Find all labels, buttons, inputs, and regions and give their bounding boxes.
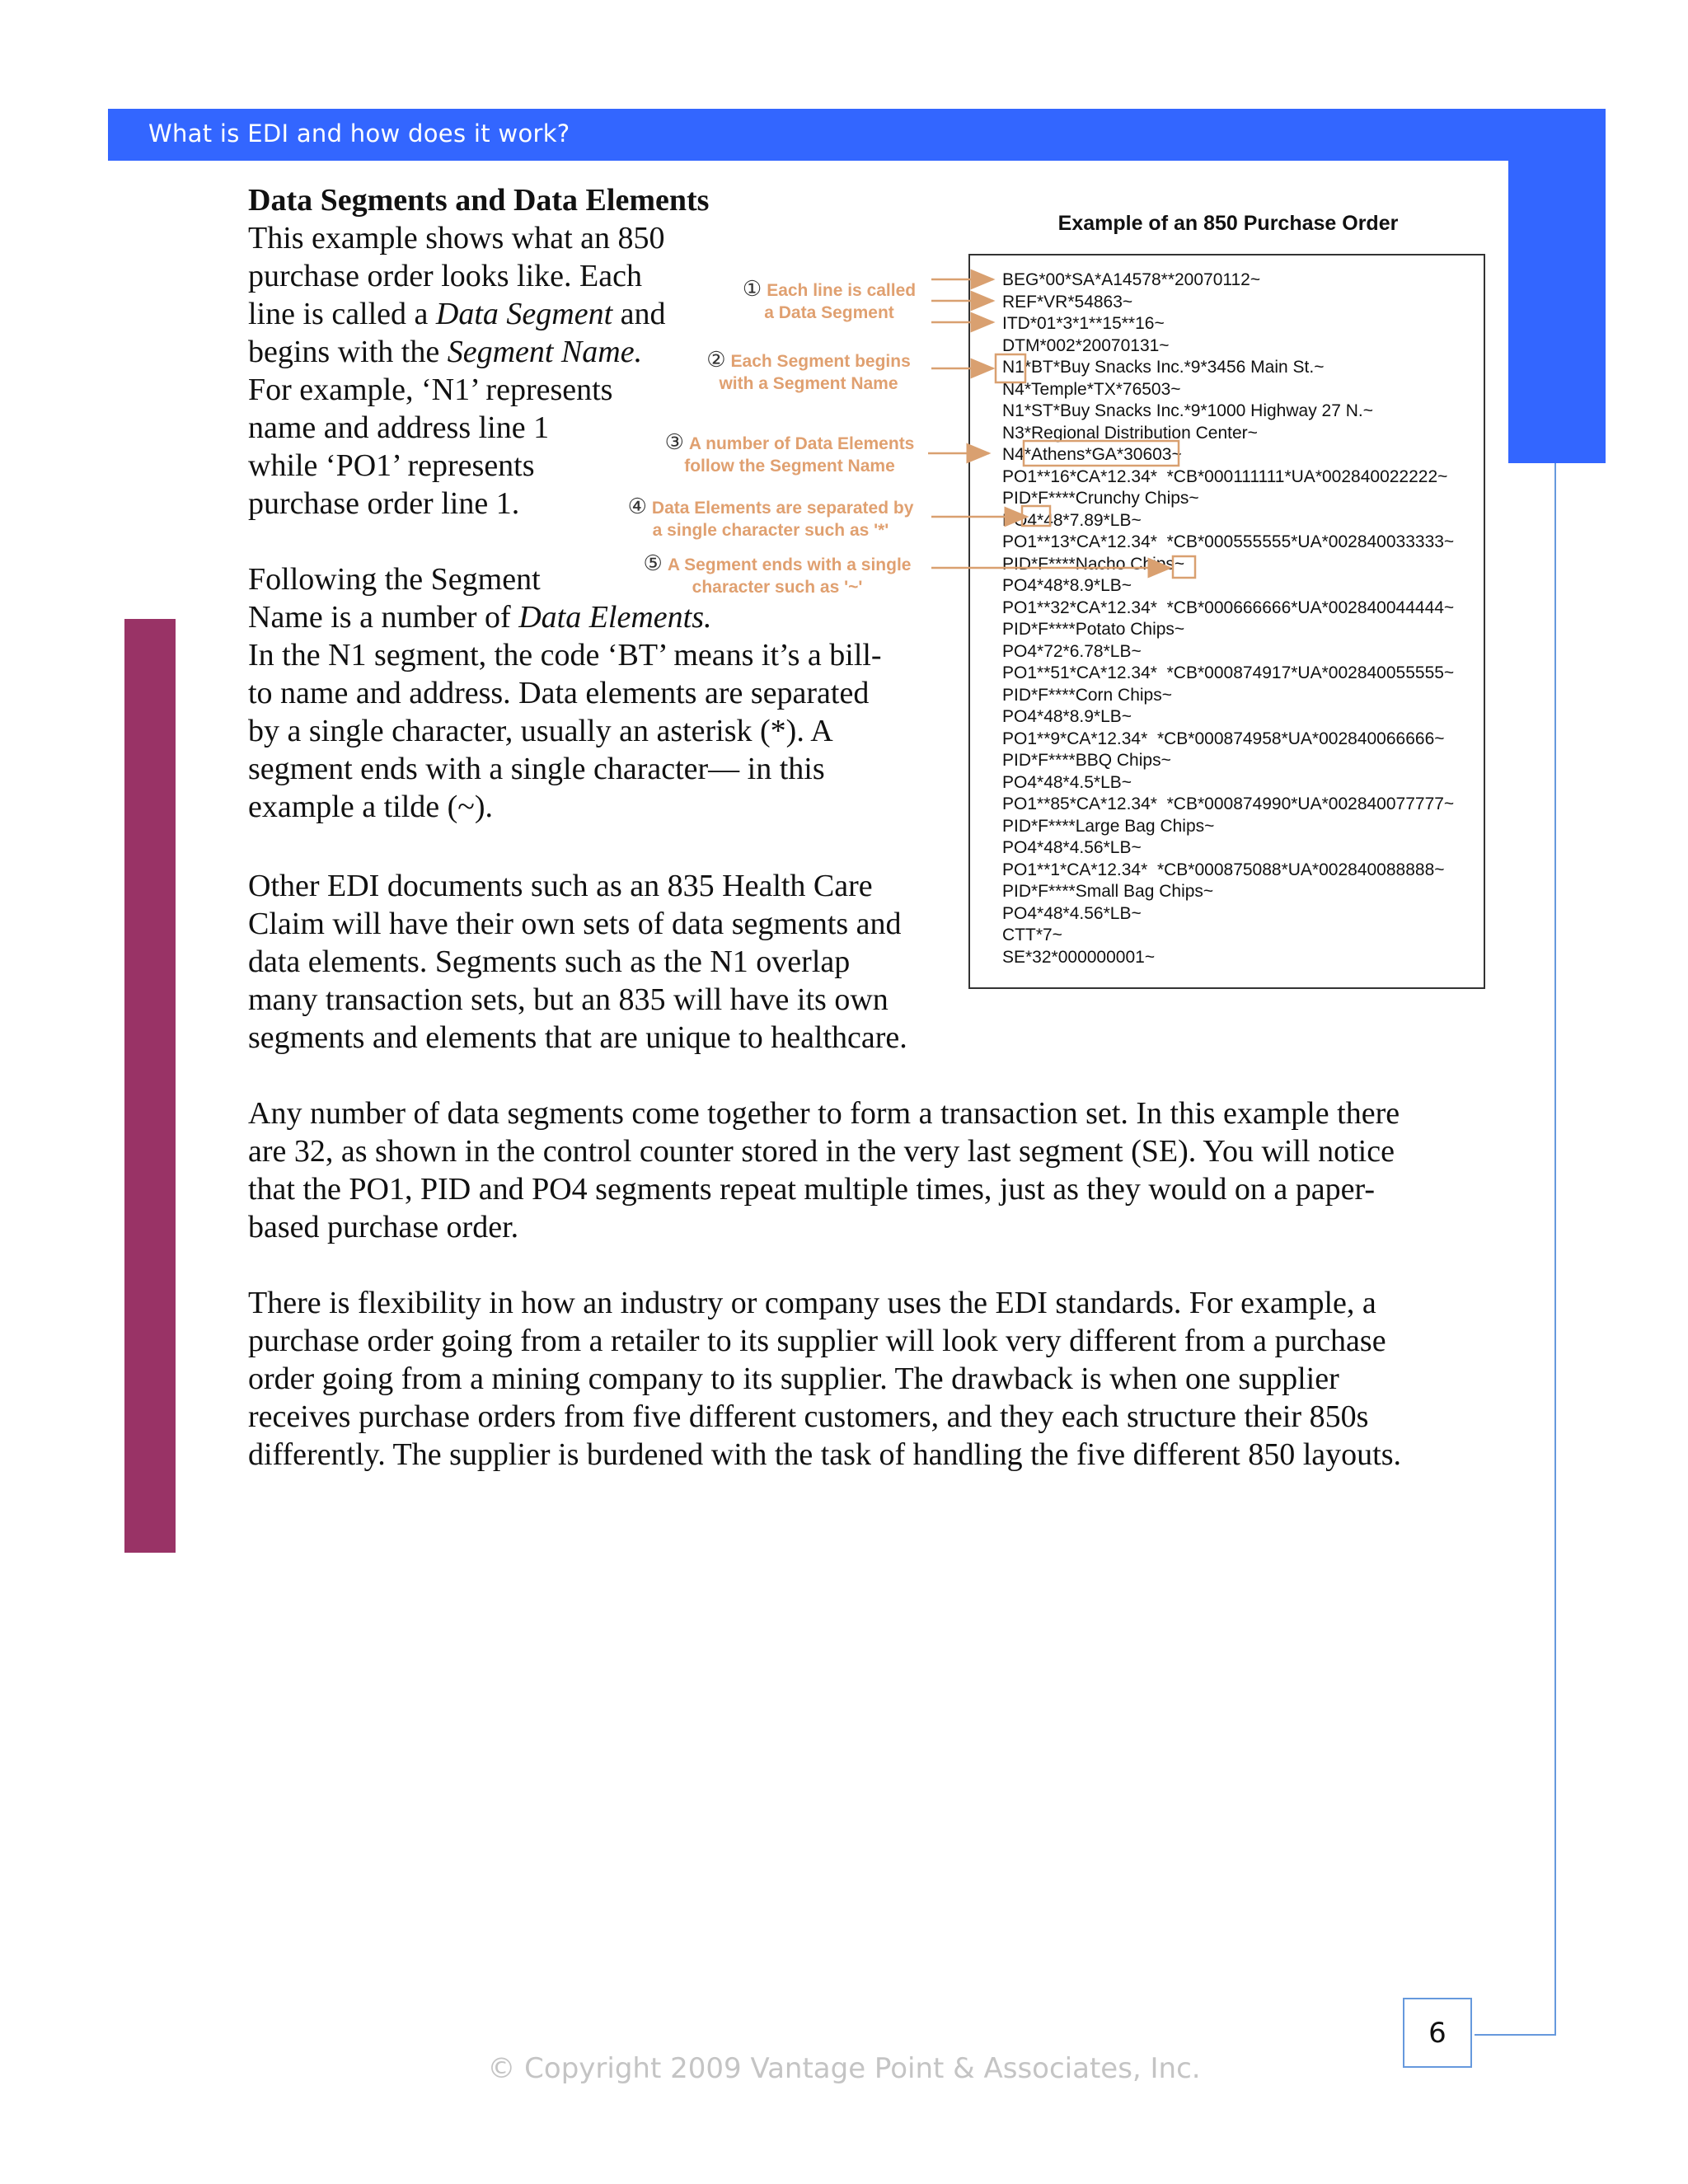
text-line: order going from a mining company to its supplier. The drawback is when one supplier: [248, 1361, 1339, 1396]
text-line: Claim will have their own sets of data segments and: [248, 907, 902, 941]
callout-separator: [613, 495, 928, 541]
callout-terminator: [626, 552, 928, 598]
segment-line: SE*32*000000001~: [1002, 947, 1156, 967]
text-line: For example, ‘N1’ represents: [248, 373, 613, 407]
other-documents-paragraph: [248, 867, 973, 1057]
segment-line: PO1**51*CA*12.34* *CB*000874917*UA*002840055555~: [1002, 663, 1455, 682]
callout-data-elements: [651, 431, 928, 477]
text-line: differently. The supplier is burdened with the task of handling the five different 850 layouts.: [248, 1437, 1401, 1472]
text-line: line is called a Data Segment and: [248, 297, 666, 331]
text-line: are 32, as shown in the control counter stored in the very last segment (SE). You will notice: [248, 1134, 1395, 1169]
segment-line: N1*BT*Buy Snacks Inc.*9*3456 Main St.~: [1002, 358, 1325, 377]
section-heading: Data Segments and Data Elements: [248, 183, 710, 218]
text-line: many transaction sets, but an 835 will have its own: [248, 982, 889, 1017]
segment-line: PID*F****BBQ Chips~: [1002, 751, 1171, 770]
callout-number: ①: [742, 276, 762, 301]
text-line: name and address line 1: [248, 410, 550, 445]
segment-line: N4*Athens*GA*30603~: [1002, 445, 1182, 464]
segment-line: PO1**9*CA*12.34* *CB*000874958*UA*002840066666~: [1002, 729, 1445, 748]
segment-line: DTM*002*20070131~: [1002, 335, 1170, 355]
callout-text: Data Elements are separated by: [651, 499, 914, 518]
callout-text: A number of Data Elements: [688, 434, 915, 453]
callout-text: character such as '~': [692, 578, 863, 597]
segment-line: PO1**32*CA*12.34* *CB*000666666*UA*002840044444~: [1002, 598, 1455, 617]
text-line: that the PO1, PID and PO4 segments repeat multiple times, just as they would on a paper-: [248, 1172, 1375, 1207]
text-line: begins with the Segment Name.: [248, 335, 643, 369]
text-line: Name is a number of Data Elements.: [248, 600, 712, 635]
callout-text: a single character such as '*': [652, 521, 889, 540]
segment-line: PO4*48*4.56*LB~: [1002, 903, 1142, 923]
callout-number: ②: [706, 347, 726, 372]
text-line: Any number of data segments come together to form a transaction set. In this example there: [248, 1096, 1400, 1131]
text-line: data elements. Segments such as the N1 overlap: [248, 944, 851, 979]
segment-line: PO4*48*7.89*LB~: [1002, 510, 1142, 530]
text-line: by a single character, usually an asterisk (*). A: [248, 714, 833, 748]
segment-line: REF*VR*54863~: [1002, 292, 1133, 312]
example-title: Example of an 850 Purchase Order: [1057, 212, 1399, 235]
callout-line: [626, 552, 928, 576]
text-line: segment ends with a single character— in this: [248, 752, 825, 786]
text-line: Other EDI documents such as an 835 Health Care: [248, 869, 873, 903]
text-line: There is flexibility in how an industry or company uses the EDI standards. For example, a: [248, 1286, 1376, 1320]
callout-text: follow the Segment Name: [684, 457, 895, 476]
callout-text: a Data Segment: [764, 303, 894, 322]
callout-number: ③: [664, 429, 684, 454]
segment-line: PID*F****Crunchy Chips~: [1002, 489, 1199, 508]
text-line: receives purchase orders from five different customers, and they each structure their 850s: [248, 1399, 1369, 1434]
segment-line: CTT*7~: [1002, 926, 1062, 944]
callout-segment-name: [689, 349, 928, 395]
segment-line: PO4*48*4.56*LB~: [1002, 838, 1142, 857]
callout-text: Each line is called: [767, 281, 917, 300]
elements-paragraph: [248, 560, 957, 826]
segment-line: BEG*00*SA*A14578**20070112~: [1002, 270, 1261, 289]
segment-line: ITD*01*3*1**15**16~: [1002, 314, 1165, 333]
text-line: In the N1 segment, the code ‘BT’ means it’s a bill-: [248, 638, 882, 673]
text-line: segments and elements that are unique to healthcare.: [248, 1020, 907, 1055]
segment-line: PO1**1*CA*12.34* *CB*000875088*UA*002840088888~: [1002, 860, 1445, 879]
flexibility-paragraph: [248, 1284, 1484, 1474]
segment-line: N4*Temple*TX*76503~: [1002, 379, 1181, 399]
transaction-set-paragraph: [248, 1094, 1484, 1246]
text-line: to name and address. Data elements are separated: [248, 676, 870, 710]
text-line: based purchase order.: [248, 1210, 519, 1244]
text-line: This example shows what an 850: [248, 221, 665, 255]
callout-line: [730, 302, 928, 324]
segment-line: PID*F****Nacho Chips~: [1002, 554, 1185, 574]
segment-line: PO1**85*CA*12.34* *CB*000874990*UA*002840077777~: [1002, 794, 1455, 813]
callout-text: with a Segment Name: [719, 374, 898, 393]
text-line: purchase order line 1.: [248, 486, 520, 521]
right-accent-block: [1508, 109, 1606, 463]
segment-line: PID*F****Corn Chips~: [1002, 685, 1173, 705]
segment-line: PID*F****Large Bag Chips~: [1002, 816, 1215, 836]
left-accent-bar: [124, 619, 176, 1553]
callout-text: Each Segment begins: [730, 352, 911, 371]
text-line: Following the Segment: [248, 562, 541, 597]
callout-number: ⑤: [643, 551, 663, 575]
callout-line: [651, 455, 928, 477]
intro-paragraph: [248, 219, 710, 523]
header-title: What is EDI and how does it work?: [148, 120, 570, 148]
text-line: while ‘PO1’ represents: [248, 448, 535, 483]
callout-text: A Segment ends with a single: [667, 555, 912, 574]
text-line: purchase order going from a retailer to its supplier will look very different from a purchase: [248, 1324, 1386, 1358]
segment-line: PID*F****Potato Chips~: [1002, 620, 1185, 639]
callout-line: [613, 495, 928, 519]
intro-section: [248, 181, 710, 523]
text-line: purchase order looks like. Each: [248, 259, 642, 293]
example-850-lines: [1002, 269, 1454, 968]
segment-line: PO4*48*8.9*LB~: [1002, 707, 1132, 726]
callout-line: [689, 349, 928, 373]
segment-line: PO4*72*6.78*LB~: [1002, 641, 1142, 661]
callout-line: [613, 519, 928, 541]
frame-line-vertical: [1554, 463, 1556, 2036]
callout-line: [626, 576, 928, 598]
callout-line: [689, 373, 928, 395]
segment-line: N1*ST*Buy Snacks Inc.*9*1000 Highway 27 N.~: [1002, 401, 1373, 420]
page-number: 6: [1403, 1998, 1472, 2068]
copyright: © Copyright 2009 Vantage Point & Associates, Inc.: [487, 2052, 1201, 2085]
segment-line: PO4*48*8.9*LB~: [1002, 576, 1132, 595]
callout-number: ④: [627, 494, 647, 518]
callout-line: [730, 278, 928, 302]
text-line: example a tilde (~).: [248, 790, 493, 824]
segment-line: PO4*48*4.5*LB~: [1002, 772, 1132, 792]
segment-line: PO1**13*CA*12.34* *CB*000555555*UA*002840033333~: [1002, 532, 1455, 551]
callout-line: [651, 431, 928, 455]
segment-line: PID*F****Small Bag Chips~: [1002, 882, 1214, 901]
segment-line: PO1**16*CA*12.34* *CB*000111111*UA*002840022222~: [1002, 466, 1448, 486]
callout-data-segment: [730, 278, 928, 324]
segment-line: N3*Regional Distribution Center~: [1002, 423, 1258, 443]
frame-line-horizontal: [1475, 2034, 1556, 2036]
